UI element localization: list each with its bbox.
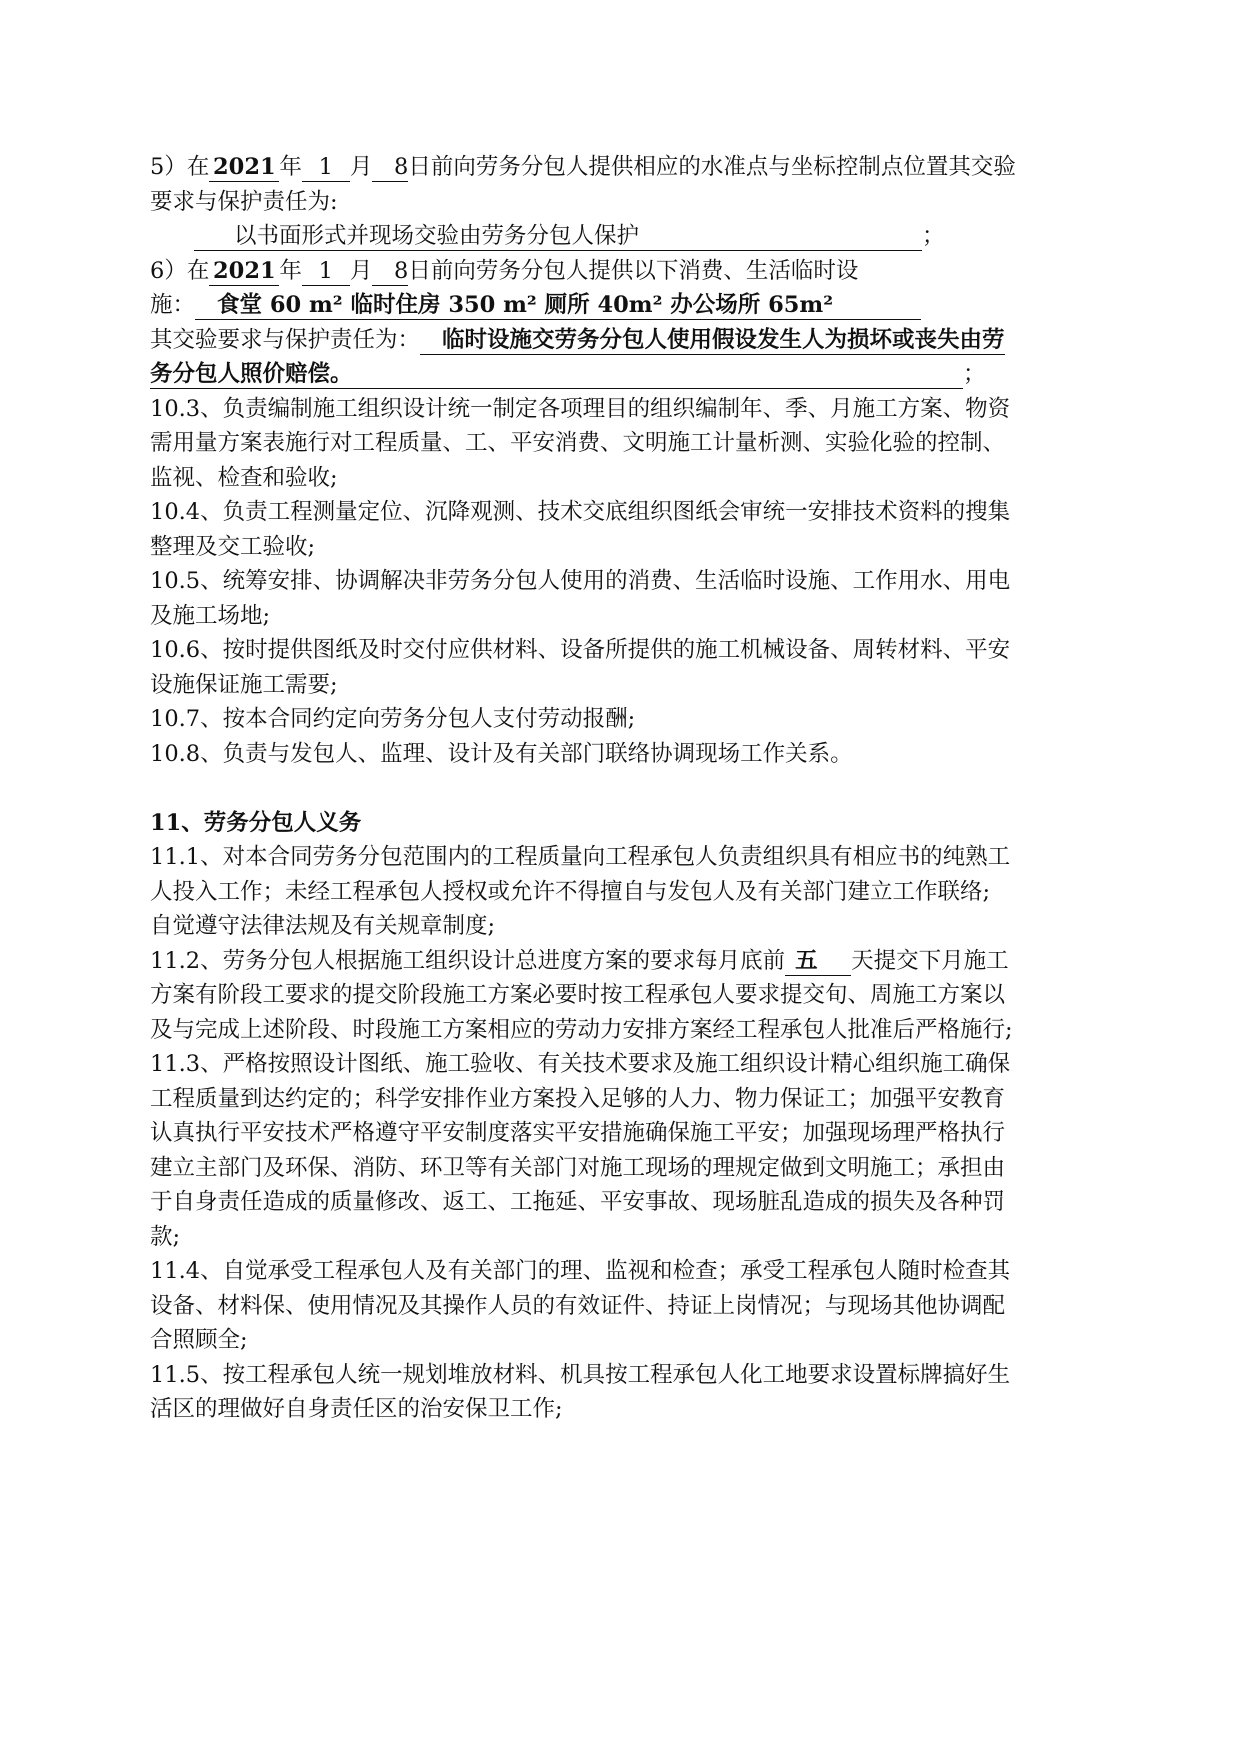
- para-11-3-line-6: 款;: [150, 1223, 181, 1250]
- responsibility-blank-cont: 务分包人照价赔偿。: [150, 361, 963, 389]
- spacer: [150, 771, 1095, 806]
- day-blank: 8: [372, 258, 408, 286]
- para-11-3-line-3: 认真执行平安技术严格遵守平安制度落实平安措施确保施工平安；加强现场理严格执行: [150, 1120, 1006, 1146]
- text: 日前向劳务分包人提供相应的水准点与坐标控制点位置其交验: [408, 154, 1016, 180]
- text: 11.2、劳务分包人根据施工组织设计总进度方案的要求每月底前: [150, 947, 786, 974]
- para-11-3-line-5: 于自身责任造成的质量修改、返工、工拖延、平安事故、现场脏乱造成的损失及各种罚: [150, 1189, 1006, 1215]
- para-10-3-line-1: 10.3、负责编制施工组织设计统一制定各项理目的组织编制年、季、月施工方案、物资: [150, 395, 1011, 422]
- para-10-8: 10.8、负责与发包人、监理、设计及有关部门联络协调现场工作关系。: [150, 740, 853, 767]
- text: 6）在: [150, 257, 210, 284]
- para-11-3-line-1: 11.3、严格按照设计图纸、施工验收、有关技术要求及施工组织设计精心组织施工确保: [150, 1051, 1011, 1077]
- para-11-4-line-3: 合照顾全;: [150, 1327, 248, 1353]
- year-blank: 2021: [209, 258, 279, 286]
- month-blank: 1: [302, 258, 350, 286]
- para-11-5-line-1: 11.5、按工程承包人统一规划堆放材料、机具按工程承包人化工地要求设置标牌搞好生: [150, 1361, 1011, 1388]
- para-11-3-line-4: 建立主部门及环保、消防、环卫等有关部门对施工现场的理规定做到文明施工；承担由: [150, 1154, 1006, 1181]
- para-11-2-line-3: 及与完成上述阶段、时段施工方案相应的劳动力安排方案经工程承包人批准后严格施行;: [150, 1016, 1013, 1043]
- month-blank: 1: [302, 154, 350, 182]
- para-11-2-line-1: [150, 944, 1095, 979]
- para-10-4-line-1: 10.4、负责工程测量定位、沉降观测、技术交底组织图纸会审统一安排技术资料的搜集: [150, 499, 1011, 525]
- text: ；: [963, 361, 986, 387]
- text: 天提交下月施工: [851, 947, 1009, 974]
- text: 5）在: [150, 154, 210, 180]
- item-6-line-3: [150, 323, 1095, 358]
- text: 月: [349, 154, 373, 180]
- year-blank: 2021: [209, 154, 279, 182]
- text: 年: [279, 154, 302, 180]
- text: 日前向劳务分包人提供以下消费、生活临时设: [408, 257, 859, 284]
- para-10-6-line-1: 10.6、按时提供图纸及时交付应供材料、设备所提供的施工机械设备、周转材料、平安: [150, 637, 1011, 663]
- item-6-line-2: [150, 288, 1095, 323]
- document-page: [150, 150, 1095, 1427]
- item-5-line-3: [150, 219, 1095, 254]
- text: 月: [349, 257, 373, 284]
- item-5-line-1: [150, 150, 1095, 185]
- para-11-4-line-1: 11.4、自觉承受工程承包人及有关部门的理、监视和检查；承受工程承包人随时检查其: [150, 1258, 1011, 1284]
- para-10-7: 10.7、按本合同约定向劳务分包人支付劳动报酬;: [150, 706, 636, 732]
- para-11-4-line-2: 设备、材料保、使用情况及其操作人员的有效证件、持证上岗情况；与现场其他协调配: [150, 1292, 1006, 1319]
- para-10-6-line-2: 设施保证施工需要;: [150, 671, 338, 698]
- text: 施：: [150, 292, 196, 318]
- day-blank: 8: [372, 154, 408, 182]
- text: 年: [279, 257, 302, 284]
- para-11-1-line-1: 11.1、对本合同劳务分包范围内的工程质量向工程承包人负责组织具有相应书的纯熟工: [150, 844, 1011, 870]
- para-10-3-line-2: 需用量方案表施行对工程质量、工、平安消费、文明施工计量析测、实验化验的控制、: [150, 430, 1006, 456]
- facilities-blank: 食堂 60 m² 临时住房 350 m² 厕所 40m² 办公场所 65m²: [195, 292, 921, 320]
- para-11-1-line-3: 自觉遵守法律法规及有关规章制度;: [150, 913, 496, 939]
- para-11-2-line-2: 方案有阶段工要求的提交阶段施工方案必要时按工程承包人要求提交旬、周施工方案以: [150, 982, 1006, 1008]
- para-11-1-line-2: 人投入工作；未经工程承包人授权或允许不得擅自与发包人及有关部门建立工作联络;: [150, 878, 991, 905]
- para-10-5-line-2: 及施工场地;: [150, 602, 271, 629]
- responsibility-blank: 临时设施交劳务分包人使用假设发生人为损坏或丧失由劳: [420, 327, 1005, 355]
- section-11-heading: 11、劳务分包人义务: [150, 809, 362, 836]
- item-6-line-1: [150, 254, 1095, 289]
- para-10-5-line-1: 10.5、统筹安排、协调解决非劳务分包人使用的消费、生活临时设施、工作用水、用电: [150, 568, 1011, 594]
- para-10-4-line-2: 整理及交工验收;: [150, 533, 316, 560]
- item-6-line-4: [150, 357, 1095, 392]
- text: 其交验要求与保护责任为：: [150, 326, 421, 353]
- para-11-3-line-2: 工程质量到达约定的；科学安排作业方案投入足够的人力、物力保证工；加强平安教育: [150, 1085, 1006, 1112]
- para-10-3-line-3: 监视、检查和验收;: [150, 464, 338, 491]
- text: ；: [922, 223, 945, 249]
- days-blank: 五: [785, 948, 851, 976]
- protection-blank: 以书面形式并现场交验由劳务分包人保护: [194, 223, 922, 251]
- para-11-5-line-2: 活区的理做好自身责任区的治安保卫工作;: [150, 1396, 563, 1422]
- item-5-line-2: 要求与保护责任为:: [150, 188, 338, 215]
